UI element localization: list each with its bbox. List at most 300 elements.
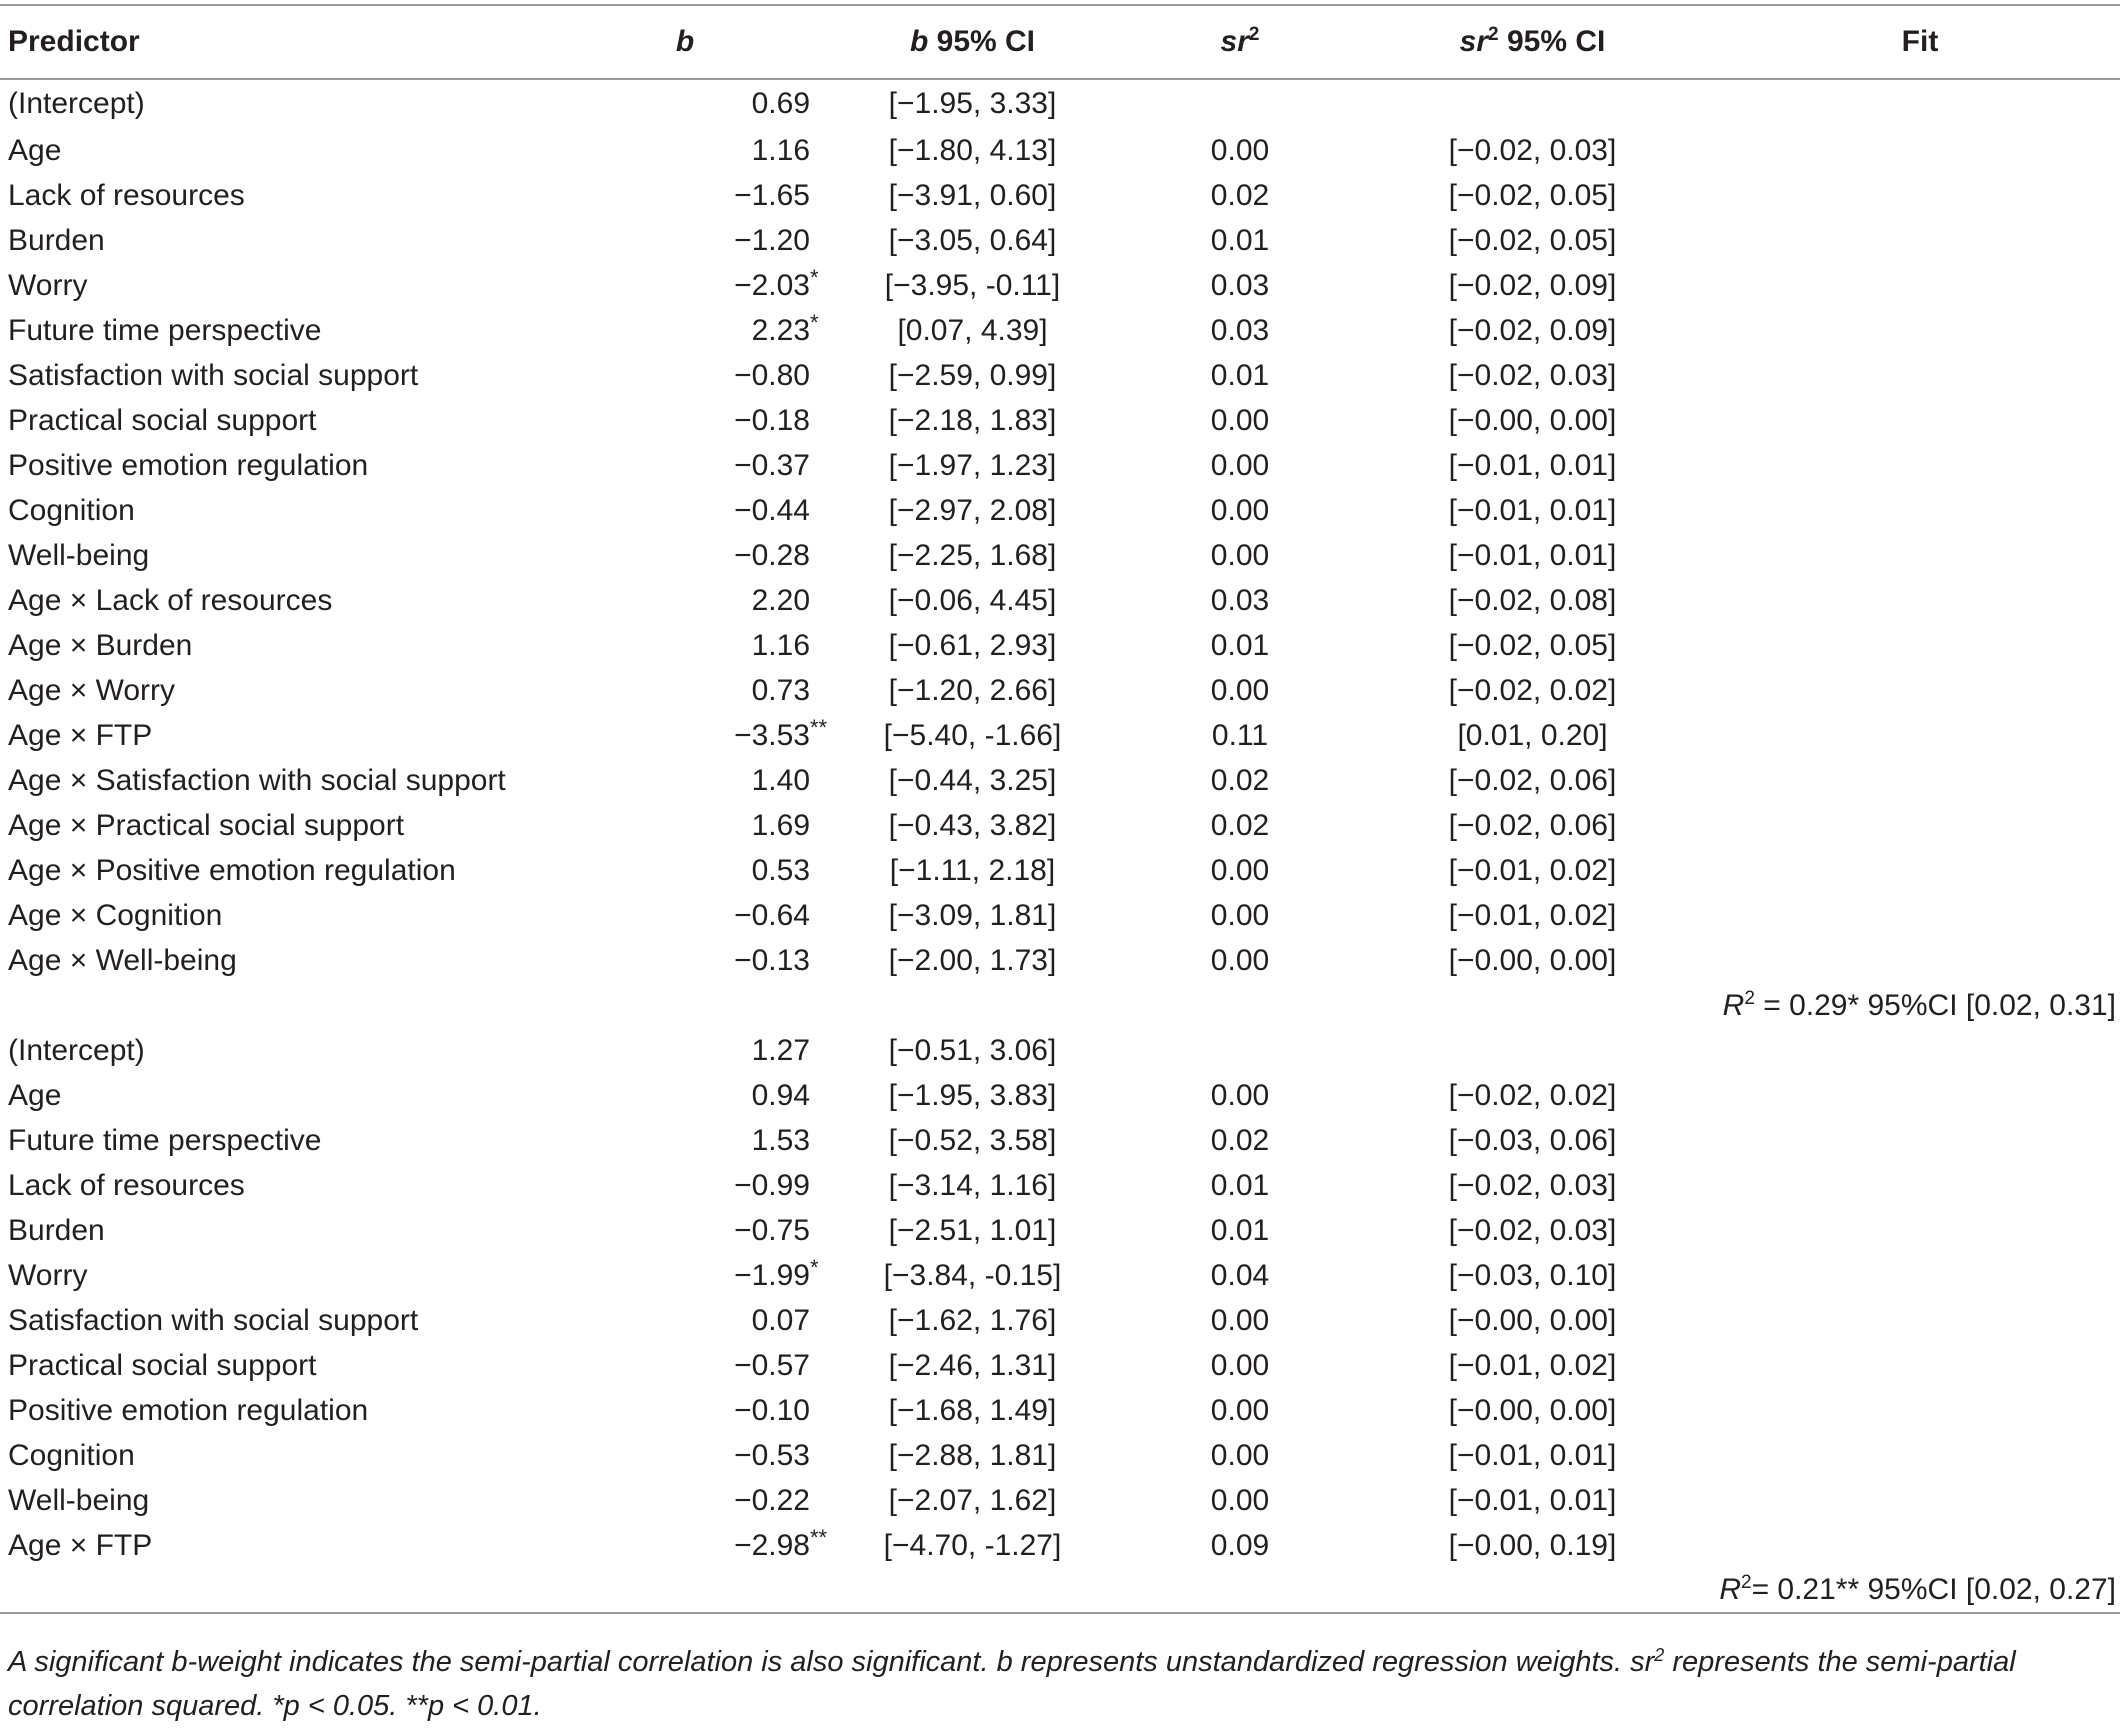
sr2-ci-cell: [−0.02, 0.02] (1448, 673, 1617, 707)
b-cell (560, 263, 819, 308)
b-value: 1.27 (751, 1033, 810, 1067)
b-ci-cell: [−0.51, 3.06] (888, 1033, 1057, 1067)
predictor-cell: Worry (8, 268, 88, 302)
b-cell (560, 848, 810, 893)
sr2-ci-cell: [−0.02, 0.06] (1448, 808, 1617, 842)
b-ci-cell: [−3.95, -0.11] (884, 268, 1061, 302)
sr2-ci-cell: [−0.02, 0.02] (1448, 1078, 1617, 1112)
fit-cell (1720, 1388, 2120, 1433)
sr2-ci-cell: [−0.02, 0.05] (1448, 223, 1617, 257)
b-ci-cell: [−1.68, 1.49] (888, 1393, 1057, 1427)
predictor-cell: Age × FTP (8, 1528, 153, 1562)
fit-cell (1720, 1433, 2120, 1478)
footnote-part1: A significant b-weight indicates the semi-partial correlation is also significant. b represents unstandardized regression weights. sr (8, 1646, 1655, 1678)
table-header (0, 5, 2120, 79)
table-row (0, 623, 2120, 668)
sr2-cell: 0.04 (1210, 1258, 1270, 1292)
fit-cell (1720, 668, 2120, 713)
significance-stars: ** (810, 1524, 828, 1550)
table-row (0, 1028, 2120, 1073)
predictor-cell: (Intercept) (8, 87, 145, 120)
footnote-exp: 2 (1654, 1645, 1665, 1665)
header-sr2-ci-suffix: 95% CI (1498, 25, 1606, 58)
b-value: 0.07 (751, 1303, 810, 1337)
sr2-ci-cell: [−0.02, 0.03] (1448, 358, 1617, 392)
predictor-cell: Future time perspective (8, 313, 322, 347)
table-row (0, 893, 2120, 938)
b-cell (560, 128, 810, 173)
table-row (0, 803, 2120, 848)
predictor-cell: Well-being (8, 538, 150, 572)
table-row (0, 1388, 2120, 1433)
b-value: −0.10 (734, 1393, 810, 1427)
table-row (0, 398, 2120, 443)
fit-cell (1720, 893, 2120, 938)
predictor-cell: Age × Worry (8, 673, 176, 707)
predictor-cell: Age × Positive emotion regulation (8, 853, 456, 887)
b-value: −0.37 (734, 448, 810, 482)
fit-cell (1720, 578, 2120, 623)
fit-cell (1720, 218, 2120, 263)
sr2-ci-cell: [−0.01, 0.02] (1448, 898, 1617, 932)
sr2-cell: 0.03 (1210, 268, 1270, 302)
b-cell (560, 623, 810, 668)
b-cell (560, 803, 810, 848)
sr2-ci-cell: [−0.00, 0.19] (1448, 1528, 1617, 1562)
b-value: −2.98 (734, 1528, 810, 1562)
sr2-ci-cell: [−0.02, 0.09] (1448, 313, 1617, 347)
sr2-ci-cell: [−0.00, 0.00] (1448, 1303, 1617, 1337)
sr2-cell: 0.00 (1210, 1348, 1270, 1382)
sr2-ci-cell (1345, 79, 1720, 128)
b-value: −0.18 (734, 403, 810, 437)
b-value: −0.28 (734, 538, 810, 572)
b-value-wrap (662, 224, 810, 258)
sr2-ci-cell: [−0.00, 0.00] (1448, 403, 1617, 437)
predictor-cell: Age (8, 133, 62, 167)
b-value-wrap (662, 674, 810, 708)
fit-value: = 0.21** 95%CI [0.02, 0.27] (1751, 1573, 2116, 1606)
b-value-wrap (662, 1124, 810, 1158)
header-b-ci (810, 5, 1135, 79)
sr2-cell: 0.00 (1210, 853, 1270, 887)
sr2-ci-cell: [−0.02, 0.03] (1448, 1168, 1617, 1202)
header-b-ci-suffix: 95% CI (928, 25, 1036, 58)
b-value: 1.16 (751, 133, 810, 167)
table-row (0, 1163, 2120, 1208)
fit-r-exp: 2 (1740, 1572, 1752, 1593)
b-ci-cell: [−3.91, 0.60] (888, 178, 1057, 212)
b-cell (560, 173, 810, 218)
b-value: 0.69 (751, 87, 810, 120)
sr2-cell (1135, 1028, 1345, 1073)
b-ci-cell: [−5.40, -1.66] (883, 718, 1062, 752)
b-ci-cell: [−1.11, 2.18] (889, 853, 1056, 887)
fit-cell (1720, 79, 2120, 128)
table-row (0, 488, 2120, 533)
b-ci-cell: [−2.07, 1.62] (888, 1483, 1057, 1517)
b-value-wrap (662, 1439, 810, 1473)
b-value-wrap (662, 1169, 810, 1203)
fit-cell (1720, 128, 2120, 173)
b-value: −1.99 (734, 1258, 810, 1292)
header-b-text: b (675, 25, 695, 58)
b-ci-cell: [−2.18, 1.83] (888, 403, 1057, 437)
fit-cell (1720, 1253, 2120, 1298)
sr2-cell: 0.00 (1210, 1438, 1270, 1472)
sr2-cell: 0.00 (1210, 898, 1270, 932)
b-cell (560, 938, 810, 983)
header-sr2-base: sr (1220, 25, 1249, 58)
sr2-ci-cell: [−0.01, 0.02] (1448, 1348, 1617, 1382)
b-value: −0.44 (734, 493, 810, 527)
b-value: −3.53 (734, 718, 810, 752)
b-ci-cell: [−0.06, 4.45] (888, 583, 1057, 617)
fit-cell (1720, 353, 2120, 398)
header-predictor: Predictor (0, 5, 560, 79)
predictor-cell: Age × FTP (8, 718, 153, 752)
b-value-wrap (662, 584, 810, 618)
footnote-part2: represents the semi-partial correlation squared. *p < 0.05. **p < 0.01. (8, 1646, 2016, 1722)
fit-cell (1720, 1028, 2120, 1073)
b-value-wrap (662, 714, 828, 753)
sr2-cell: 0.00 (1210, 1078, 1270, 1112)
header-sr2-exp: 2 (1248, 24, 1260, 45)
sr2-ci-cell: [−0.02, 0.09] (1448, 268, 1617, 302)
table-row (0, 353, 2120, 398)
sr2-ci-cell: [−0.03, 0.10] (1448, 1258, 1617, 1292)
table-row (0, 578, 2120, 623)
sr2-cell: 0.03 (1210, 313, 1270, 347)
fit-r: R (1722, 988, 1745, 1022)
b-value: −0.13 (734, 943, 810, 977)
table-row (0, 263, 2120, 308)
b-cell (560, 1118, 810, 1163)
b-value-wrap (662, 809, 810, 843)
significance-stars: * (810, 1254, 819, 1280)
sr2-ci-cell: [−0.02, 0.03] (1448, 133, 1617, 167)
b-value-wrap (662, 309, 819, 348)
table-row (0, 713, 2120, 758)
sr2-cell: 0.01 (1210, 628, 1270, 662)
fit-cell (1720, 803, 2120, 848)
table-row (0, 1433, 2120, 1478)
fit-cell (1720, 398, 2120, 443)
b-value-wrap (662, 87, 810, 121)
sr2-cell: 0.02 (1210, 178, 1270, 212)
predictor-cell: Positive emotion regulation (8, 448, 369, 482)
b-value: 0.73 (751, 673, 810, 707)
sr2-ci-cell: [0.01, 0.20] (1457, 718, 1608, 752)
fit-cell (1720, 623, 2120, 668)
sr2-cell: 0.01 (1210, 1168, 1270, 1202)
b-value-wrap (662, 264, 819, 303)
b-ci-cell: [−2.25, 1.68] (888, 538, 1057, 572)
b-value-wrap (662, 1214, 810, 1248)
b-ci-cell: [−0.44, 3.25] (888, 763, 1057, 797)
b-ci-cell: [0.07, 4.39] (897, 313, 1048, 347)
b-cell (560, 308, 819, 353)
b-cell (560, 443, 810, 488)
fit-cell (1720, 938, 2120, 983)
predictor-cell: Cognition (8, 1438, 135, 1472)
b-value: 1.40 (751, 763, 810, 797)
b-ci-cell: [−1.62, 1.76] (888, 1303, 1057, 1337)
fit-cell (1720, 1478, 2120, 1523)
significance-stars: * (810, 264, 819, 290)
b-value: −0.99 (734, 1168, 810, 1202)
b-value-wrap (662, 134, 810, 168)
predictor-cell: (Intercept) (8, 1033, 145, 1067)
b-value: −1.20 (734, 223, 810, 257)
fit-cell (1720, 263, 2120, 308)
sr2-ci-cell (1345, 1028, 1720, 1073)
b-ci-cell: [−3.09, 1.81] (888, 898, 1057, 932)
b-value: 1.69 (751, 808, 810, 842)
sr2-cell: 0.01 (1210, 223, 1270, 257)
sr2-ci-cell: [−0.01, 0.01] (1448, 1483, 1617, 1517)
sr2-ci-cell: [−0.01, 0.01] (1448, 448, 1617, 482)
b-cell (560, 353, 810, 398)
b-value: 2.20 (751, 583, 810, 617)
header-b (560, 5, 810, 79)
sr2-ci-cell: [−0.02, 0.03] (1448, 1213, 1617, 1247)
b-value-wrap (662, 1304, 810, 1338)
table-row (0, 218, 2120, 263)
fit-row (0, 983, 2120, 1028)
b-ci-cell: [−2.88, 1.81] (888, 1438, 1057, 1472)
sr2-ci-cell: [−0.02, 0.05] (1448, 628, 1617, 662)
b-cell (560, 1388, 810, 1433)
b-value-wrap (662, 1524, 828, 1563)
b-cell (560, 1028, 810, 1073)
sr2-cell: 0.01 (1210, 1213, 1270, 1247)
fit-r: R (1719, 1573, 1741, 1606)
predictor-cell: Satisfaction with social support (8, 358, 419, 392)
predictor-cell: Age × Burden (8, 628, 193, 662)
fit-cell (1720, 308, 2120, 353)
table-row (0, 1208, 2120, 1253)
b-value-wrap (662, 1349, 810, 1383)
b-ci-cell: [−2.00, 1.73] (888, 943, 1057, 977)
fit-cell (1720, 1343, 2120, 1388)
sr2-ci-cell: [−0.00, 0.00] (1448, 1393, 1617, 1427)
b-value-wrap (662, 764, 810, 798)
sr2-ci-cell: [−0.03, 0.06] (1448, 1123, 1617, 1157)
b-value-wrap (662, 1079, 810, 1113)
b-value: 2.23 (751, 313, 810, 347)
predictor-cell: Age × Satisfaction with social support (8, 763, 506, 797)
b-cell (560, 713, 828, 758)
predictor-cell: Age × Practical social support (8, 808, 405, 842)
sr2-cell: 0.02 (1210, 763, 1270, 797)
b-cell (560, 398, 810, 443)
b-ci-cell: [−2.51, 1.01] (888, 1213, 1057, 1247)
table-row (0, 1253, 2120, 1298)
fit-value: = 0.29* 95%CI [0.02, 0.31] (1754, 988, 2116, 1022)
predictor-cell: Practical social support (8, 1348, 317, 1382)
sr2-ci-cell: [−0.01, 0.02] (1448, 853, 1617, 887)
table-row (0, 1118, 2120, 1163)
sr2-ci-cell: [−0.00, 0.00] (1448, 943, 1617, 977)
sr2-cell: 0.02 (1210, 1123, 1270, 1157)
b-cell (560, 1208, 810, 1253)
header-sr2-ci-exp: 2 (1488, 24, 1499, 45)
fit-cell (1720, 488, 2120, 533)
b-cell (560, 1298, 810, 1343)
fit-cell (1720, 1073, 2120, 1118)
b-value: 1.53 (751, 1123, 810, 1157)
b-ci-cell: [−0.52, 3.58] (888, 1123, 1057, 1157)
sr2-cell: 0.01 (1210, 358, 1270, 392)
significance-stars: ** (810, 714, 828, 740)
b-value-wrap (662, 1254, 819, 1293)
fit-row (0, 1568, 2120, 1613)
sr2-ci-cell: [−0.01, 0.01] (1448, 493, 1617, 527)
b-value-wrap (662, 899, 810, 933)
table-footnote (8, 1640, 2108, 1728)
b-ci-cell: [−2.46, 1.31] (888, 1348, 1057, 1382)
b-ci-cell: [−3.14, 1.16] (888, 1168, 1057, 1202)
predictor-cell: Lack of resources (8, 1168, 245, 1202)
b-cell (560, 1343, 810, 1388)
b-value: 0.94 (751, 1078, 810, 1112)
table-row (0, 1343, 2120, 1388)
sr2-cell: 0.00 (1210, 493, 1270, 527)
sr2-cell (1135, 79, 1345, 128)
b-ci-cell: [−1.80, 4.13] (888, 133, 1057, 167)
predictor-cell: Worry (8, 1258, 88, 1292)
table-row (0, 938, 2120, 983)
predictor-cell: Future time perspective (8, 1123, 322, 1157)
sr2-cell: 0.11 (1211, 718, 1269, 752)
b-value-wrap (662, 854, 810, 888)
b-ci-cell: [−2.97, 2.08] (888, 493, 1057, 527)
fit-cell (1720, 1208, 2120, 1253)
predictor-cell: Burden (8, 223, 105, 257)
b-value-wrap (662, 1394, 810, 1428)
significance-stars: * (810, 309, 819, 335)
b-value-wrap (662, 359, 810, 393)
sr2-cell: 0.02 (1210, 808, 1270, 842)
b-cell (560, 488, 810, 533)
b-cell (560, 79, 810, 128)
table-row (0, 1478, 2120, 1523)
header-sr2 (1135, 5, 1345, 79)
header-b-ci-prefix: b (909, 25, 929, 58)
model-fit (0, 983, 2120, 1028)
b-value-wrap (662, 494, 810, 528)
b-cell (560, 758, 810, 803)
b-value: −0.75 (734, 1213, 810, 1247)
fit-cell (1720, 1298, 2120, 1343)
header-sr2-ci-base: sr (1459, 25, 1489, 58)
b-value: −0.22 (734, 1483, 810, 1517)
sr2-cell: 0.00 (1210, 1303, 1270, 1337)
b-ci-cell: [−1.97, 1.23] (888, 448, 1057, 482)
b-cell (560, 1163, 810, 1208)
b-value-wrap (662, 1484, 810, 1518)
table-row (0, 848, 2120, 893)
sr2-ci-cell: [−0.02, 0.05] (1448, 178, 1617, 212)
regression-table (0, 4, 2120, 1614)
fit-cell (1720, 533, 2120, 578)
b-value: −2.03 (734, 268, 810, 302)
predictor-cell: Age × Cognition (8, 898, 223, 932)
table-row (0, 79, 2120, 128)
b-value-wrap (662, 404, 810, 438)
table-row (0, 128, 2120, 173)
b-value: 1.16 (751, 628, 810, 662)
fit-cell (1720, 713, 2120, 758)
b-ci-cell: [−3.84, -0.15] (883, 1258, 1062, 1292)
predictor-cell: Age (8, 1078, 62, 1112)
b-cell (560, 1253, 819, 1298)
b-cell (560, 1073, 810, 1118)
sr2-cell: 0.09 (1210, 1528, 1270, 1562)
b-value-wrap (662, 449, 810, 483)
fit-cell (1720, 1523, 2120, 1568)
predictor-cell: Age × Lack of resources (8, 583, 333, 617)
sr2-cell: 0.00 (1210, 1393, 1270, 1427)
table-row (0, 308, 2120, 353)
fit-cell (1720, 443, 2120, 488)
sr2-ci-cell: [−0.02, 0.08] (1448, 583, 1617, 617)
sr2-cell: 0.00 (1210, 133, 1270, 167)
b-value-wrap (662, 179, 810, 213)
sr2-ci-cell: [−0.02, 0.06] (1448, 763, 1617, 797)
sr2-cell: 0.03 (1210, 583, 1270, 617)
b-ci-cell: [−0.43, 3.82] (888, 808, 1057, 842)
model-fit (0, 1568, 2120, 1613)
b-ci-cell: [−3.05, 0.64] (888, 223, 1057, 257)
b-value: −0.64 (734, 898, 810, 932)
fit-cell (1720, 1118, 2120, 1163)
b-ci-cell: [−2.59, 0.99] (888, 358, 1057, 392)
b-ci-cell: [−1.95, 3.33] (888, 87, 1057, 120)
predictor-cell: Burden (8, 1213, 105, 1247)
b-cell (560, 668, 810, 713)
b-value: −1.65 (734, 178, 810, 212)
table-row (0, 758, 2120, 803)
table-row (0, 1523, 2120, 1568)
b-ci-cell: [−1.20, 2.66] (888, 673, 1057, 707)
b-value: −0.53 (734, 1438, 810, 1472)
table-body (0, 79, 2120, 1613)
table-row (0, 533, 2120, 578)
predictor-cell: Satisfaction with social support (8, 1303, 419, 1337)
table-row (0, 668, 2120, 713)
b-value-wrap (662, 1034, 810, 1068)
table-row (0, 443, 2120, 488)
b-cell (560, 1478, 810, 1523)
predictor-cell: Cognition (8, 493, 135, 527)
sr2-cell: 0.00 (1210, 1483, 1270, 1517)
b-value: −0.57 (734, 1348, 810, 1382)
predictor-cell: Positive emotion regulation (8, 1393, 369, 1427)
table-row (0, 1298, 2120, 1343)
b-value-wrap (662, 539, 810, 573)
b-cell (560, 578, 810, 623)
fit-cell (1720, 848, 2120, 893)
sr2-cell: 0.00 (1210, 403, 1270, 437)
b-cell (560, 1433, 810, 1478)
b-cell (560, 533, 810, 578)
table-row (0, 1073, 2120, 1118)
predictor-cell: Age × Well-being (8, 943, 237, 977)
sr2-cell: 0.00 (1210, 673, 1270, 707)
fit-cell (1720, 1163, 2120, 1208)
